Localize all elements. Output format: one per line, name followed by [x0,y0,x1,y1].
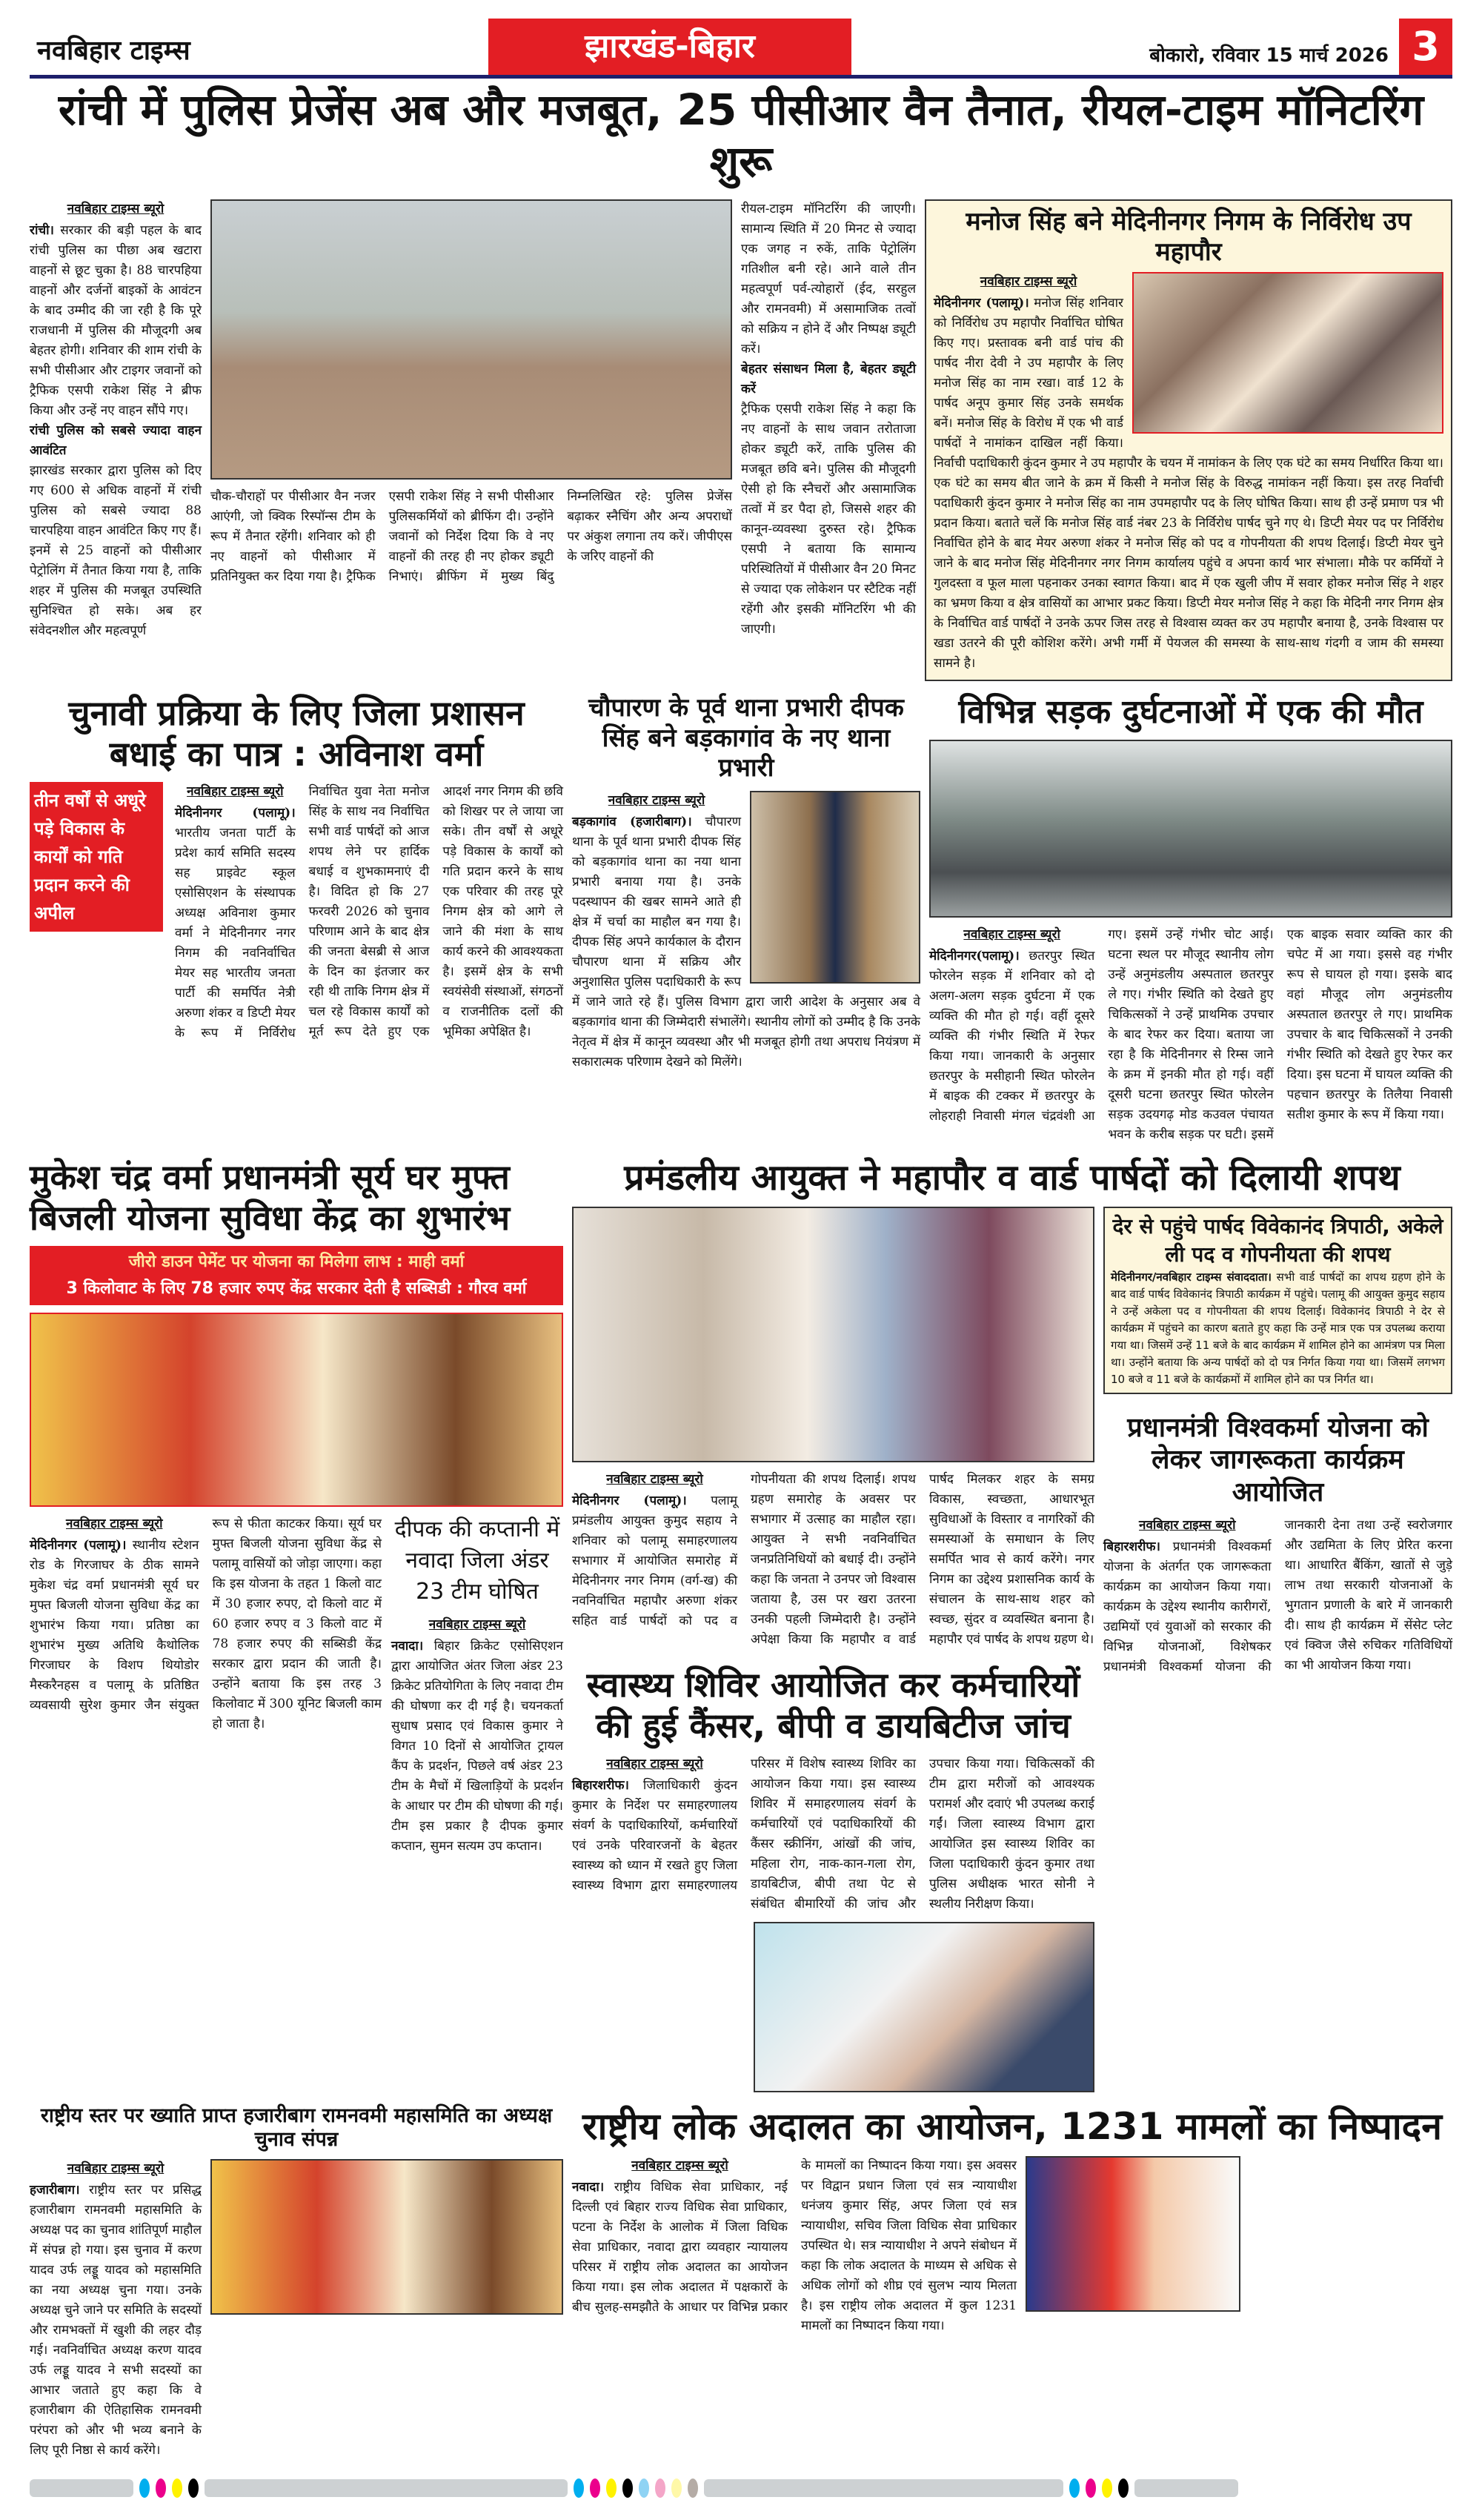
masthead-right [1149,19,1452,75]
vivekanand-box [1103,1207,1452,1394]
deepak-article [572,693,920,1072]
newspaper-page [30,0,1452,2520]
oath-text: नवबिहार टाइम्स ब्यूरो मेदिनीनगर (पलामू)। पलामू प्रमंडलीय आयुक्त कुमुद सहाय ने शनिवार को पलामू समाहरणालय सभागार में आयोजित समारोह में मेदिनीनगर नगर निगम (वर्ग-ख) की नवनिर्वाचित महापौर अरुणा शंकर सहित वार्ड पार्षदों को पद व गोपनीयता की शपथ दिलाई। शपथ ग्रहण समारोह के अवसर पर सभागार में उत्साह का माहौल रहा। आयुक्त ने सभी नवनिर्वाचित जनप्रतिनिधियों को बधाई दी। उन्होंने कहा कि जनता ने उनपर जो विश्वास जताया है, उस पर खरा उतरना उनकी पहली जिम्मेदारी है। उन्होंने अपेक्षा किया कि महापौर व वार्ड पार्षद मिलकर शहर के समग्र विकास, स्वच्छता, आधारभूत सुविधाओं के विस्तार व नागरिकों की समस्याओं के समाधान के लिए समर्पित भाव से कार्य करेंगे। नगर निगम का उद्देश्य प्रशासनिक कार्य के संचालन के साथ-साथ शहर को स्वच्छ, सुंदर व व्यवस्थित बनाना है। महापौर एवं पार्षद के शपथ ग्रहण थे। [572,1472,1094,1648]
deepak-headline: चौपारण के पूर्व थाना प्रभारी दीपक सिंह बने बड़कागांव के नए थाना प्रभारी [588,692,904,783]
deputy-mayor-photo [1132,272,1443,434]
deputy-mayor-box [925,199,1452,681]
surya-ghar-article [30,1157,563,1857]
lok-adalat-article [572,2104,1452,2336]
surya-ghar-inauguration-photo [30,1313,563,1507]
deputy-mayor-text: नवबिहार टाइम्स ब्यूरो मेदिनीनगर (पलामू)। मनोज सिंह शनिवार को निर्विरोध उप महापौर निर्वाचित घोषित किए गए। प्रस्तावक बनी वार्ड पांच की पार्षद नीरा देवी ने उप महापौर के लिए मनोज सिंह का नाम रखा। वार्ड 12 के पार्षद अनूप कुमार सिंह उनके समर्थक बनें। मनोज सिंह के विरोध में एक भी वार्ड पार्षदों ने नामांकन दाखिल नहीं किया। निर्वाची पदाधिकारी कुंदन कुमार ने उप महापौर के चयन में नामांकन के लिए एक घंटे का समय निर्धारित किया था। एक घंटे का समय बीत जाने के क्रम में किसी ने मनोज सिंह के विरुद्ध नामांकन नहीं किया। इस तरह निर्वाची पदाधिकारी कुंदन कुमार ने मनोज सिंह का नाम उपमहापौर पद के लिए घोषित किया। साथ ही उन्हें प्रमाण पत्र भी प्रदान किया। बताते चलें कि मनोज सिंह वार्ड नंबर 23 के निर्विरोध पार्षद चुने गए थे। डिप्टी मेयर पद पर निर्विरोध निर्वाचित होने के बाद मेयर अरुणा शंकर ने मनोज सिंह को पद व गोपनीयता की शपथ दिलाई। डिप्टी मेयर चुने जाने के बाद मनोज सिंह मेदिनीनगर नगर निगम कार्यालय पहुंचे व अपना कार्य भार संभाला। मौके पर कर्मियों ने गुलदस्ता व फूल माला पहनाकर उनका स्वागत किया। बाद में एक खुली जीप में सवार होकर मनोज सिंह ने शहर का भ्रमण किया व क्षेत्र वासियों का आभार प्रकट किया। डिप्टी मेयर मनोज सिंह ने कहा कि मेदिनी नगर निगम क्षेत्र के निर्वाचित वार्ड पार्षदों ने उनके ऊपर जिस तरह से विश्वास व्यक्त कर उप महापौर बनाया है, उनके विश्वास पर खडा उतरने की पूरी कोशिश करेंगे। अभी गर्मी में पेयजल की समस्या के साथ-साथ गंदगी व जाम की समस्या सामने है। [934,272,1443,674]
avinash-headline: चुनावी प्रक्रिया के लिए जिला प्रशासन बधाई का पात्र : अविनाश वर्मा [68,692,525,774]
police-vans-photo [210,199,732,480]
lead-headline: रांची में पुलिस प्रेजेंस अब और मजबूत, 25 पीसीआर वैन तैनात, रीयल-टाइम मॉनिटरिंग शुरू [58,84,1424,187]
surya-ghar-banner [30,1246,563,1305]
police-article-cols: चौक-चौराहों पर पीसीआर वैन नजर आएंगी, जो क्विक रिस्पॉन्स टीम के रूप में तैनात रहेंगी। शनिवार को ही नए वाहनों को पीसीआर में प्रतिनियुक्त कर दिया गया है। ट्रैफिक एसपी राकेश सिंह ने सभी पीसीआर पुलिसकर्मियों को ब्रीफिंग दी। उन्होंने जवानों को निर्देश दिया कि वे नए वाहनों की तरह ही नए होकर ड्यूटी निभाएं। ब्रीफिंग में मुख्य बिंदु निम्नलिखित रहे: पुलिस प्रेजेंस बढ़ाकर स्नैचिंग और अन्य अपराधों पर अंकुश लगाना तय करें। जीपीएस के जरिए वाहनों की [210,489,732,585]
accident-text: नवबिहार टाइम्स ब्यूरो मेदिनीनगर(पलामू)। छतरपुर स्थित फोरलेन सड़क में शनिवार को दो अलग-अलग सड़क दुर्घटना में एक व्यक्ति की मौत हो गई। वहीं दूसरे व्यक्ति की गंभीर स्थिति में रेफर किया गया। जानकारी के अनुसार छतरपुर के मसीहानी स्थित फोरलेन में बाइक की टक्कर में छतरपुर के लोहराही निवासी मंगल चंद्रवंशी आ गए। इसमें उन्हें गंभीर चोट आई। घटना स्थल पर मौजूद स्थानीय लोग उन्हें अनुमंडलीय अस्पताल छतरपुर ले गए। गंभीर स्थिति को देखते हुए चिकित्सकों ने उन्हें प्राथमिक उपचार के बाद रेफर कर दिया। बताया जा रहा है कि मेदिनीनगर से रिम्स जाने के क्रम में इनकी मौत हो गई। वहीं दूसरी घटना छतरपुर स्थित फोरलेन सड़क उदयगढ़ मोड कउवल पंचायत भवन के करीब सड़क पर घटी। इसमें एक बाइक सवार व्यक्ति कार की चपेट में आ गया। इससे वह गंभीर रूप से घायल हो गया। इसके बाद वहां मौजूद लोग अनुमंडलीय अस्पताल छतरपुर ले गए। प्राथमिक उपचार के बाद चिकित्सकों ने उनकी गंभीर स्थिति को देखते हुए रेफर कर दिया। इस घटना में घायल व्यक्ति की पहचान छतरपुर के तिलैया निवासी सतीश कुमार के रूप में किया गया। [929,926,1452,1142]
registration-color-mark [622,2478,633,2498]
police-article-col1: नवबिहार टाइम्स ब्यूरो रांची। सरकार की बड़ी पहल के बाद रांची पुलिस का पीछा अब खटारा वाहनों से छूट चुका है। 88 चारपहिया वाहनों और दर्जनों बाइकों के आवंटन के बाद उम्मीद की जा रही है कि पूरे राजधानी में पुलिस की मौजूदगी अब बेहतर होगी। शनिवार की शाम रांची के सभी पीसीआर और टाइगर जवानों को ट्रैफिक एसपी राकेश सिंह ने ब्रीफ किया और उन्हें नए वाहन सौंपे गए। रांची पुलिस को सबसे ज्यादा वाहन आवंटित झारखंड सरकार द्वारा पुलिस को दिए गए 600 से अधिक वाहनों में रांची पुलिस को सबसे ज्यादा 88 चारपहिया वाहन आवंटित किए गए हैं। इनमें से 25 वाहनों को पीसीआर पेट्रोलिंग में तैनात किया गया है, ताकि शहर में पुलिस की मजबूत उपस्थिति सुनिश्चित हो सके। अब हर संवेदनशील और महत्वपूर्ण [30,202,202,639]
avinash-content [30,782,563,1044]
row-3-right-grid [572,1207,1452,2092]
vishwakarma-headline: प्रधानमंत्री विश्वकर्मा योजना को लेकर जागरूकता कार्यक्रम आयोजित [1127,1413,1429,1508]
deepak-text: नवबिहार टाइम्स ब्यूरो बड़कागांव (हजारीबाग)। चौपारण थाना के पूर्व थाना प्रभारी दीपक सिंह को बड़कागांव थाना का नया थाना प्रभारी बनाया गया है। उनके पदस्थापन की खबर सामने आते ही क्षेत्र में चर्चा का माहौल बन गया है। दीपक सिंह अपने कार्यकाल के दौरान चौपारण थाना में सक्रिय और अनुशासित पुलिस पदाधिकारी के रूप में जाने जाते रहे हैं। पुलिस विभाग द्वारा जारी आदेश के अनुसार अब वे बड़कागांव थाना की जिम्मेदारी संभालेंगे। स्थानीय लोगों को उम्मीद है कि उनके नेतृत्व में क्षेत्र में कानून व्यवस्था और भी मजबूत होगी तथा अपराध नियंत्रण में सकारात्मक परिणाम देखने को मिलेंगे। [572,791,920,1072]
registration-color-mark [671,2478,682,2498]
health-headline: स्वास्थ्य शिविर आयोजित कर कर्मचारियों की हुई कैंसर, बीपी व डायबिटीज जांच [586,1665,1080,1746]
registration-color-mark [139,2478,150,2498]
registration-color-mark [639,2478,649,2498]
row-3-right [572,1157,1452,2092]
registration-color-mark [1086,2478,1096,2498]
section-banner: झारखंड-बिहार [488,19,851,75]
deputy-mayor-headline: मनोज सिंह बने मेदिनीनगर निगम के निर्विरोध उप महापौर [966,207,1412,267]
lok-adalat-headline: राष्ट्रीय लोक अदालत का आयोजन, 1231 मामलों का निष्पादन [582,2104,1442,2148]
avinash-article [30,693,563,1044]
registration-color-mark [156,2478,166,2498]
row-1 [30,199,1452,681]
registration-color-mark [1069,2478,1080,2498]
registration-gray-strip [205,2479,568,2497]
registration-color-mark [606,2478,617,2498]
masthead [30,21,1452,79]
lok-adalat-content [572,2156,1452,2336]
surya-ghar-lower [30,1514,563,1857]
registration-gray-strip [1134,2479,1238,2497]
ramnavami-headline: राष्ट्रीय स्तर पर ख्याति प्राप्त हजारीबाग रामनवमी महासमिति का अध्यक्ष चुनाव संपन्न [40,2103,553,2151]
vivekanand-and-vishwakarma [1103,1207,1452,1677]
ramnavami-content [30,2159,563,2461]
vivekanand-headline: देर से पहुंचे पार्षद विवेकानंद त्रिपाठी, अकेले ली पद व गोपनीयता की शपथ [1112,1214,1443,1267]
lok-adalat-text-left: नवबिहार टाइम्स ब्यूरो नवादा। राष्ट्रीय विधिक सेवा प्राधिकार, नई दिल्ली एवं बिहार राज्य विधिक सेवा प्राधिकार, पटना के निर्देश के आलोक में जिला विधिक सेवा प्राधिकार, नवादा द्वारा व्यवहार न्यायालय परिसर में राष्ट्रीय लोक अदालत का आयोजन किया गया। इस लोक अदालत में पक्षकारों के बीच सुलह-समझौते के आधार पर विभिन्न प्रकार के मामलों का निष्पादन किया गया। इस अवसर पर विद्वान प्रधान जिला एवं सत्र न्यायाधीश धनंजय कुमार सिंह, अपर जिला एवं सत्र न्यायाधीश, सचिव जिला विधिक सेवा प्राधिकार उपस्थित थे। सत्र न्यायाधीश ने अपने संबोधन में कहा कि लोक अदालत के माध्यम से अधिक से अधिक लोगों को शीघ्र एवं सुलभ न्याय मिलता है। इस राष्ट्रीय लोक अदालत में कुल 1231 मामलों का निष्पादन किया गया। [572,2158,1017,2333]
registration-gray-strip [30,2479,133,2497]
registration-color-mark [188,2478,199,2498]
registration-color-mark [1102,2478,1112,2498]
vivekanand-text: मेदिनीनगर/नवबिहार टाइम्स संवाददाता। सभी वार्ड पार्षदों का शपथ ग्रहण होने के बाद वार्ड पार्षद विवेकानंद त्रिपाठी कार्यक्रम में पहुंचे। पलामू की आयुक्त कुमुद सहाय ने उन्हें अकेला पद व गोपनीयता की शपथ दिलाई। विवेकानंद त्रिपाठी ने देर से कार्यक्रम में पहुंचने का कारण बताते हुए कहा कि उन्हें मात्र एक पत्र उपलब्ध कराया गया था। जिसमें उन्हें 11 बजे के बाद कार्यक्रम में शामिल होने का आमंत्रण पत्र मिला था। उन्होंने बताया कि अन्य पार्षदों को दो पत्र निर्गत किया गया था। जिसमें लगभग 10 बजे व 11 बजे के कार्यक्रमों में शामिल होने का पत्र निर्गत था। [1111,1270,1445,1387]
oath-ceremony-photo [572,1207,1094,1462]
cricket-article [391,1514,563,1857]
police-middle [210,199,732,587]
ramnavami-article [30,2104,563,2461]
registration-color-mark [1118,2478,1129,2498]
row-4 [30,2104,1452,2461]
police-article-col4: रीयल-टाइम मॉनिटरिंग की जाएगी। सामान्य स्थिति में 20 मिनट से ज्यादा एक जगह न रुकें, ताकि पेट्रोलिंग गतिशील बनी रहे। आने वाले तीन महत्वपूर्ण पर्व-त्योहारों (ईद, सरहुल और रामनवमी) में असामाजिक तत्वों को सक्रिय न होने दें और निष्पक्ष ड्यूटी करें। बेहतर संसाधन मिला है, बेहतर ड्यूटी करें ट्रैफिक एसपी राकेश सिंह ने कहा कि नए वाहनों के साथ जवान तरोताजा होकर ड्यूटी करें, ताकि पुलिस की मजबूत छवि बने। पुलिस की मौजूदगी ऐसी हो कि स्नैचरों और असामाजिक तत्वों में डर पैदा हो, जिससे शहर की कानून-व्यवस्था दुरुस्त रहे। ट्रैफिक एसपी ने बताया कि सामान्य परिस्थितियों में पीसीआर वैन 20 मिनट से ज्यादा एक लोकेशन पर स्टैटिक नहीं रहेंगी और इसकी मॉनिटरिंग भी की जाएगी। [741,202,916,637]
surya-ghar-headline: मुकेश चंद्र वर्मा प्रधानमंत्री सूर्य घर मुफ्त बिजली योजना सुविधा केंद्र का शुभारंभ [30,1156,511,1238]
ramnavami-photo [210,2159,563,2315]
health-camp-photo [754,1922,1094,2092]
lok-adalat-photo [1026,2156,1240,2312]
banner-line-1: जीरो डाउन पेमेंट पर योजना का मिलेगा लाभ : माही वर्मा [128,1252,465,1271]
cricket-headline: दीपक की कप्तानी में नवादा जिला अंडर 23 टीम घोषित [394,1516,560,1605]
paper-name: नवबिहार टाइम्स [37,36,190,66]
print-registration-bar [30,2478,1452,2498]
avinash-callout: तीन वर्षों से अधूरे पड़े विकास के कार्यों को गति प्रदान करने की अपील [30,782,163,932]
accident-article [929,693,1452,1145]
registration-color-mark [688,2478,698,2498]
oath-and-health [572,1207,1094,2092]
accident-photo [929,740,1452,918]
page-number: 3 [1399,19,1452,75]
banner-line-2: 3 किलोवाट के लिए 78 हजार रुपए केंद्र सरकार देती है सब्सिडी : गौरव वर्मा [66,1279,527,1298]
row-3 [30,1157,1452,2092]
row-2 [30,693,1452,1145]
surya-ghar-text: नवबिहार टाइम्स ब्यूरो मेदिनीनगर (पलामू)। स्थानीय स्टेशन रोड के गिरजाघर के ठीक सामने मुकेश चंद्र वर्मा प्रधानमंत्री सूर्य घर मुफ्त बिजली योजना सुविधा केंद्र का शुभारंभ किया गया। प्रतिष्ठा का शुभारंभ मुख्य अतिथि कैथोलिक गिरजाघर के विशप थियोडोर मैस्करैनहस व पलामू के प्रतिष्ठित व्यवसायी सुरेश कुमार जैन संयुक्त रूप से फीता काटकर किया। सूर्य घर मुफ्त बिजली योजना सुविधा केंद्र से पलामू वासियों को जोड़ा जाएगा। कहा कि इस योजना के तहत 1 किलो वाट में 30 हजार रुपए, दो किलो वाट में 60 हजार रुपए व 3 किलो वाट में 78 हजार रुपए की सब्सिडी केंद्र सरकार द्वारा प्रदान की जाती है। उन्होंने बताया कि इस तरह 3 किलोवाट में 300 यूनिट बिजली काम हो जाता है। [30,1516,382,1731]
oath-headline: प्रमंडलीय आयुक्त ने महापौर व वार्ड पार्षदों को दिलायी शपथ [624,1156,1400,1198]
registration-color-mark [590,2478,600,2498]
ramnavami-text: नवबिहार टाइम्स ब्यूरो हजारीबाग। राष्ट्रीय स्तर पर प्रसिद्ध हजारीबाग रामनवमी महासमिति के अध्यक्ष पद का चुनाव शांतिपूर्ण माहौल में संपन्न हो गया। इस चुनाव में करण यादव उर्फ लड्डू यादव को महासमिति का नया अध्यक्ष चुना गया। उनके अध्यक्ष चुने जाने पर समिति के सदस्यों और रामभक्तों में खुशी की लहर दौड़ गई। नवनिर्वाचित अध्यक्ष करण यादव उर्फ लड्डू यादव ने सभी सदस्यों का आभार जताते हुए कहा कि वे हजारीबाग की ऐतिहासिक रामनवमी परंपरा को और भी भव्य बनाने के लिए पूरी निष्ठा से कार्य करेंगे। [30,2161,202,2458]
deepak-singh-photo [750,791,920,984]
accident-headline: विभिन्न सड़क दुर्घटनाओं में एक की मौत [958,692,1423,731]
vishwakarma-text: नवबिहार टाइम्स ब्यूरो बिहारशरीफ। प्रधानमंत्री विश्वकर्मा योजना के अंतर्गत एक जागरूकता कार्यक्रम का आयोजन किया गया। कार्यक्रम के उद्देश्य स्थानीय कारीगरों, उद्यमियों एवं युवाओं को सरकार की विभिन्न योजनाओं, विशेषकर प्रधानमंत्री विश्वकर्मा योजना की जानकारी देना तथा उन्हें स्वरोजगार और उद्यमिता के लिए प्रेरित करना था। आधारित बैंकिंग, खातों से जुड़े लाभ तथा सरकारी योजनाओं के भुगतान प्रणाली के बारे में जानकारी दी। साथ ही कार्यक्रम में सेंसेट प्लेट एवं क्विज जैसे रुचिकर गतिविधियों का भी आयोजन किया गया। [1103,1517,1452,1674]
registration-color-mark [655,2478,665,2498]
health-text: नवबिहार टाइम्स ब्यूरो बिहारशरीफ। जिलाधिकारी कुंदन कुमार के निर्देश पर समाहरणालय संवर्ग के पदाधिकारियों, कर्मचारियों एवं उनके परिवारजनों के बेहतर स्वास्थ्य को ध्यान में रखते हुए जिला स्वास्थ्य विभाग द्वारा समाहरणालय परिसर में विशेष स्वास्थ्य शिविर का आयोजन किया गया। इस स्वास्थ्य शिविर में समाहरणालय संवर्ग के कर्मचारियों एवं पदाधिकारियों की कैंसर स्क्रीनिंग, आंखों की जांच, महिला रोग, नाक-कान-गला रोग, डायबिटीज, बीपी तथा पेट से संबंधित बीमारियों की जांच और उपचार किया गया। चिकित्सकों की टीम द्वारा मरीजों को आवश्यक परामर्श और दवाएं भी उपलब्ध कराई गईं। जिला स्वास्थ्य विभाग द्वारा आयोजित इस स्वास्थ्य शिविर का जिला पदाधिकारी कुंदन कुमार तथा पुलिस अधीक्षक भारत सोनी ने स्थलीय निरीक्षण किया। [572,1756,1094,1911]
registration-gray-strip [704,2479,1063,2497]
registration-color-mark [172,2478,182,2498]
cricket-text: नवबिहार टाइम्स ब्यूरो नवादा। बिहार क्रिकेट एसोसिएशन द्वारा आयोजित अंतर जिला अंडर 23 क्रिकेट प्रतियोगिता के लिए नवादा टीम की घोषणा कर दी गई है। चयनकर्ता सुधाष प्रसाद एवं विकास कुमार ने विगत 10 दिनों से आयोजित ट्रायल कैंप के प्रदर्शन, पिछले वर्ष अंडर 23 टीम के मैचों में खिलाड़ियों के प्रदर्शन के आधार पर टीम की घोषणा की गई। टीम इस प्रकार है दीपक कुमार कप्तान, सुमन सत्यम उप कप्तान। [391,1617,563,1854]
registration-color-mark [574,2478,584,2498]
avinash-text: नवबिहार टाइम्स ब्यूरो मेदिनीनगर (पलामू)। भारतीय जनता पार्टी के प्रदेश कार्य समिति सदस्य सह प्राइवेट स्कूल एसोसिएशन के संस्थापक अध्यक्ष अविनाश कुमार वर्मा ने मेदिनीनगर नगर निगम की नवनिर्वाचित मेयर सह भारतीय जनता पार्टी की समर्पित नेत्री अरुणा शंकर व डिप्टी मेयर के रूप में निर्विरोध निर्वाचित युवा नेता मनोज सिंह के साथ नव निर्वाचित सभी वार्ड पार्षदों को आज शपथ लेने पर हार्दिक बधाई व शुभकामनाएं दी है। विदित हो कि 27 फरवरी 2026 को चुनाव परिणाम आने के बाद क्षेत्र की जनता बेसब्री से आज के दिन का इंतजार कर रही थी ताकि निगम क्षेत्र में चल रहे विकास कार्यों को मूर्त रूप देते हुए एक आदर्श नगर निगम की छवि को शिखर पर ले जाया जा सके। तीन वर्षों से अधूरे पड़े विकास के कार्यों को गति प्रदान करने के साथ एक परिवार की तरह पूरे निगम क्षेत्र को आगे ले जाने की मंशा के साथ कार्य करने की आवश्यकता है। इसमें क्षेत्र के सभी स्वयंसेवी संस्थाओं, संगठनों व राजनीतिक दलों की भूमिका अपेक्षित है। [175,784,563,1041]
dateline: बोकारो, रविवार 15 मार्च 2026 [1149,44,1389,67]
